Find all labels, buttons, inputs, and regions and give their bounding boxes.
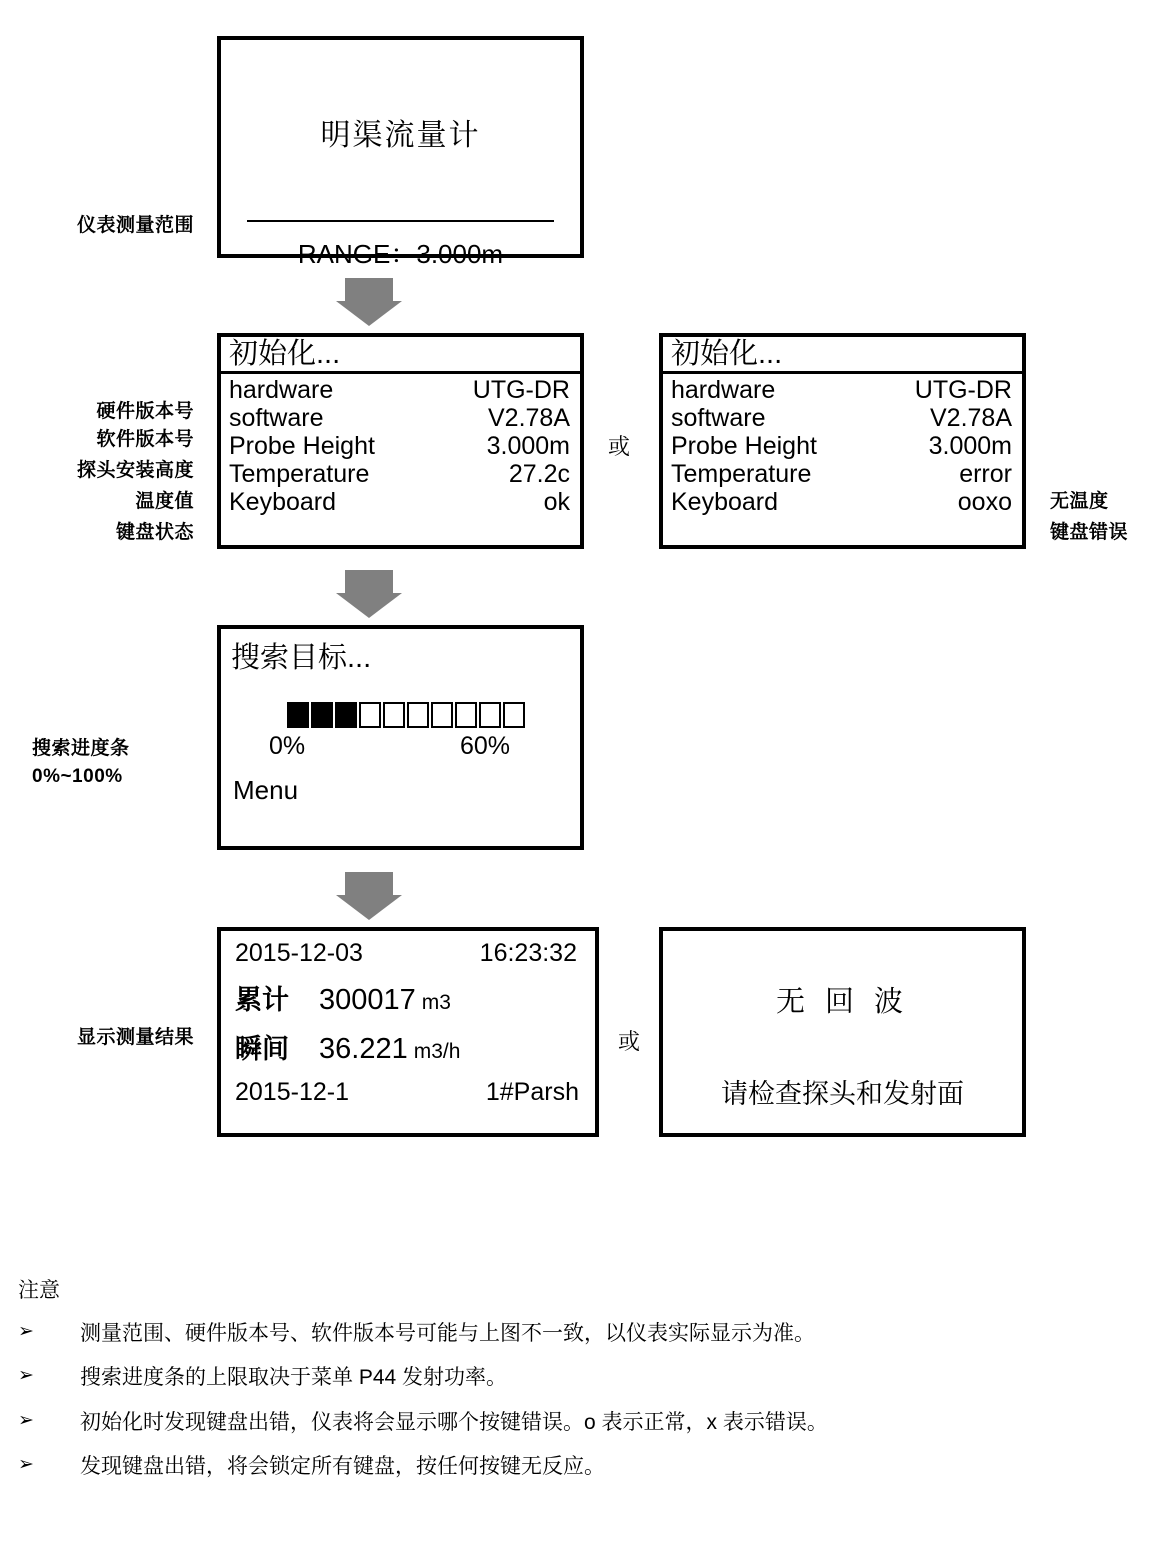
result-total-label: 累计 (235, 985, 289, 1015)
list-item (18, 1320, 1148, 1347)
progress-cell (311, 702, 333, 728)
init-error-header: 初始化... (663, 337, 1022, 374)
result-instant-row (221, 1017, 595, 1066)
note-text: 搜索进度条的上限取决于菜单 P44 发射功率。 (80, 1366, 508, 1390)
row-label: Keyboard (671, 488, 779, 517)
row-value: 27.2c (508, 460, 570, 489)
label-result: 显示测量结果 (76, 1027, 194, 1048)
row-label: Temperature (229, 460, 370, 489)
result-instant-unit: m3/h (413, 1040, 461, 1063)
init-error-rows (663, 374, 1022, 516)
progress-cell (383, 702, 405, 728)
label-search-progress: 搜索进度条 (32, 738, 130, 759)
init-ok-screen (217, 333, 584, 549)
progress-current: 60% (459, 732, 510, 760)
result-footer (221, 1066, 595, 1107)
result-instant-value: 36.221 (319, 1033, 408, 1065)
row-value: ok (543, 488, 570, 517)
result-footer-date: 2015-12-1 (235, 1078, 349, 1106)
search-screen (217, 625, 584, 850)
row-value: UTG-DR (472, 376, 570, 405)
bullet-icon: ➢ (18, 1364, 34, 1387)
label-range: 仪表测量范围 (76, 215, 194, 236)
result-datetime (221, 931, 595, 968)
label-no-temperature: 无温度 (1050, 491, 1109, 512)
label-probe-height: 探头安装高度 (76, 460, 194, 481)
result-date: 2015-12-03 (235, 939, 363, 967)
no-echo-message: 请检查探头和发射面 (721, 1079, 964, 1109)
table-row (671, 460, 1012, 488)
note-text: 发现键盘出错，将会锁定所有键盘，按任何按键无反应。 (80, 1454, 605, 1478)
progress-cell (287, 702, 309, 728)
progress-cell (455, 702, 477, 728)
notes-section (18, 1274, 1148, 1497)
progress-cell (335, 702, 357, 728)
row-value: 3.000m (928, 432, 1012, 461)
progress-cell (359, 702, 381, 728)
splash-screen (217, 36, 584, 269)
table-row (671, 488, 1012, 516)
progress-cell (479, 702, 501, 728)
list-item (18, 1364, 1148, 1391)
progress-bar (287, 702, 580, 728)
menu-softkey[interactable]: Menu (233, 775, 299, 805)
splash-title: 明渠流量计 (320, 119, 481, 152)
table-row (229, 432, 570, 460)
list-item (18, 1453, 1148, 1480)
table-row (229, 460, 570, 488)
label-hardware: 硬件版本号 (96, 401, 194, 422)
row-label: software (671, 404, 766, 433)
row-value: error (959, 460, 1012, 489)
label-software: 软件版本号 (96, 429, 194, 450)
bullet-icon: ➢ (18, 1320, 34, 1342)
init-ok-header: 初始化... (221, 337, 580, 374)
table-row (671, 432, 1012, 460)
row-label: hardware (229, 376, 334, 405)
or-connector-1: 或 (608, 434, 631, 459)
label-keyboard-error: 键盘错误 (1050, 522, 1129, 543)
label-temperature: 温度值 (135, 491, 194, 512)
row-label: Probe Height (229, 432, 375, 461)
init-error-screen (659, 333, 1026, 549)
row-value: ooxo (957, 488, 1012, 517)
row-label: software (229, 404, 324, 433)
row-value: V2.78A (929, 404, 1012, 433)
row-value: UTG-DR (914, 376, 1012, 405)
or-connector-2: 或 (618, 1029, 641, 1054)
progress-min: 0% (269, 732, 306, 760)
note-text: 测量范围、硬件版本号、软件版本号可能与上图不一致，以仪表实际显示为准。 (80, 1322, 815, 1345)
row-label: Temperature (671, 460, 812, 489)
result-time: 16:23:32 (479, 939, 577, 967)
result-screen (217, 927, 599, 1137)
table-row (671, 404, 1012, 432)
flow-arrow-2 (336, 570, 402, 618)
notes-title: 注意 (18, 1279, 60, 1302)
row-label: Keyboard (229, 488, 337, 517)
result-footer-tag: 1#Parsh (485, 1078, 579, 1106)
label-keyboard: 键盘状态 (115, 522, 194, 543)
table-row (229, 376, 570, 404)
row-label: Probe Height (671, 432, 817, 461)
note-text: 初始化时发现键盘出错，仪表将会显示哪个按键错误。o 表示正常，x 表示错误。 (80, 1410, 828, 1434)
flow-arrow-1 (336, 278, 402, 326)
splash-range: RANGE：3.000m (297, 239, 504, 269)
result-total-row (221, 968, 595, 1017)
bullet-icon: ➢ (18, 1408, 34, 1431)
progress-scale (221, 732, 580, 761)
label-search-range: 0%~100% (32, 766, 123, 787)
search-header: 搜索目标... (231, 642, 372, 674)
progress-cell (407, 702, 429, 728)
table-row (229, 404, 570, 432)
init-ok-rows (221, 374, 580, 516)
row-value: 3.000m (486, 432, 570, 461)
result-total-unit: m3 (421, 991, 451, 1014)
progress-cell (503, 702, 525, 728)
result-total-value: 300017 (319, 984, 416, 1016)
bullet-icon: ➢ (18, 1452, 34, 1475)
no-echo-screen (659, 927, 1026, 1137)
progress-cell (431, 702, 453, 728)
row-value: V2.78A (487, 404, 570, 433)
result-instant-label: 瞬间 (235, 1034, 289, 1064)
no-echo-title: 无 回 波 (775, 986, 910, 1018)
row-label: hardware (671, 376, 776, 405)
table-row (671, 376, 1012, 404)
splash-divider (247, 220, 554, 222)
table-row (229, 488, 570, 516)
list-item (18, 1409, 1148, 1436)
flow-arrow-3 (336, 872, 402, 920)
